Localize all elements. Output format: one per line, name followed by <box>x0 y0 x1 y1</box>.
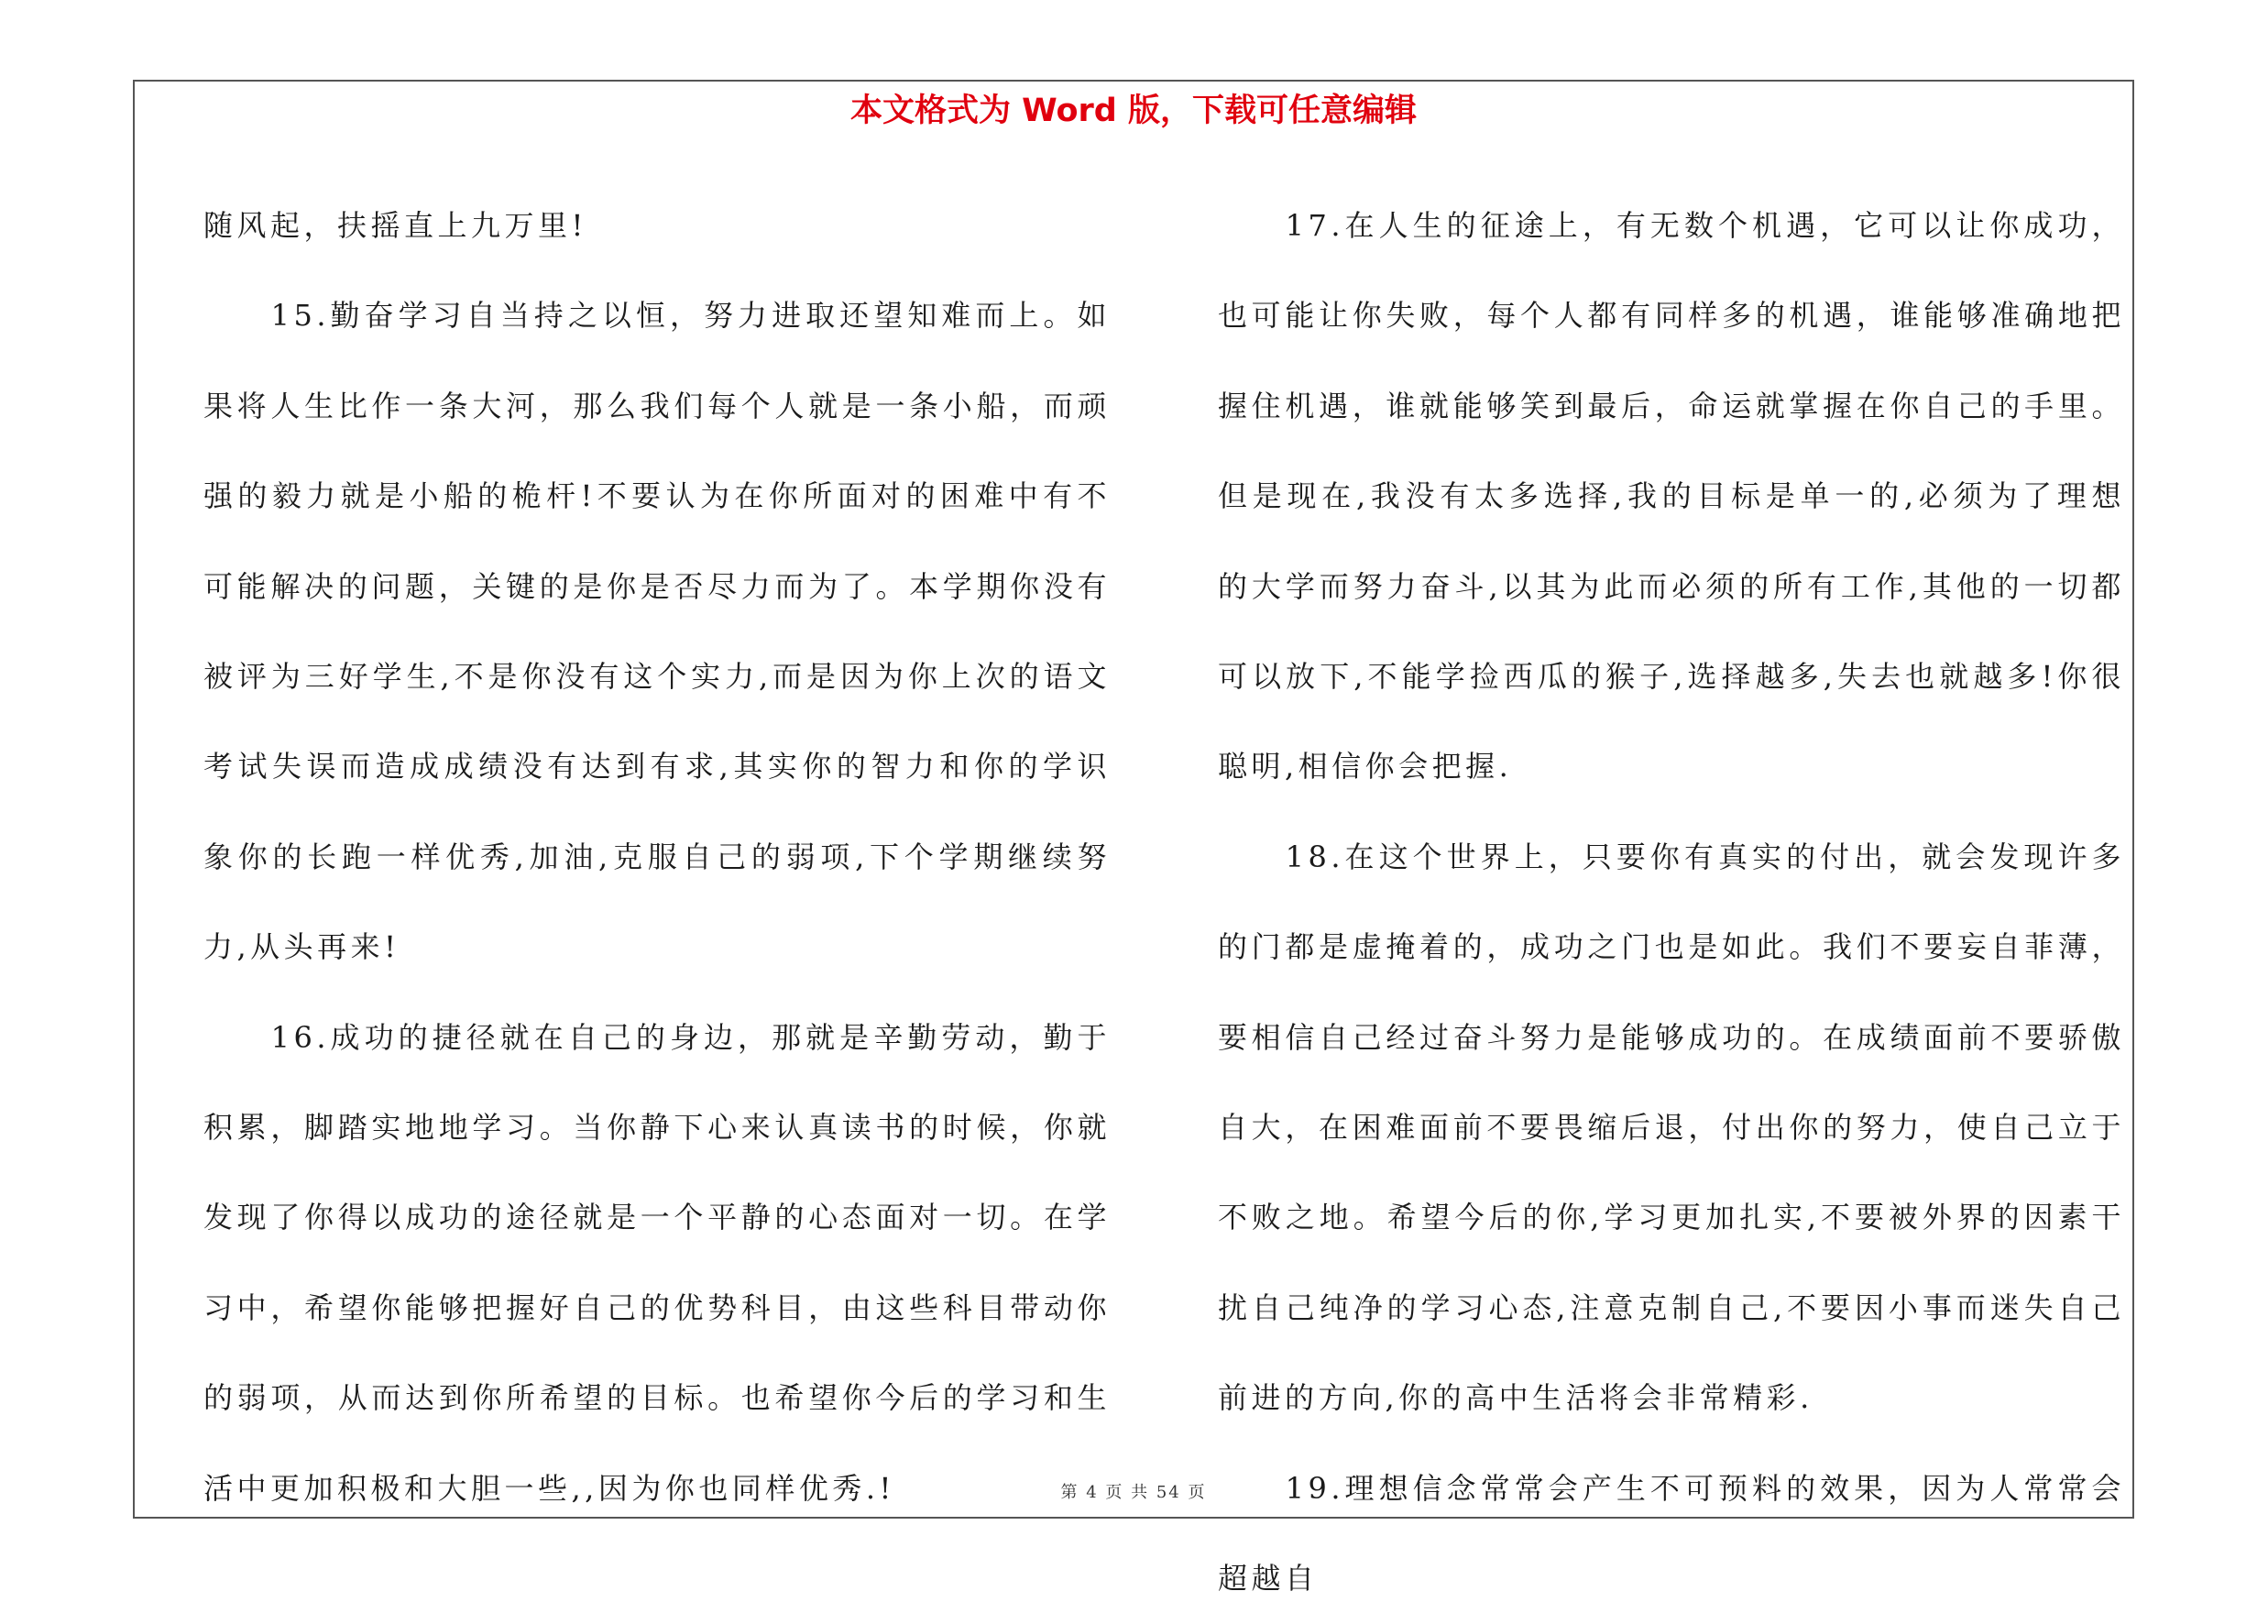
paragraph: 17.在人生的征途上，有无数个机遇，它可以让你成功，也可能让你失败，每个人都有同样多的机遇，谁能够准确地把握住机遇，谁就能够笑到最后，命运就掌握在你自己的手里。但是现在,我没有太多选择,我的目标是单一的,必须为了理想的大学而努力奋斗,以其为此而必须的所有工作,其他的一切都可以放下,不能学捡西瓜的猴子,选择越多,失去也就越多!你很聪明,相信你会把握. <box>1218 208 2125 785</box>
page-number-footer: 第 4 页 共 54 页 <box>1060 1483 1207 1502</box>
paragraph: 随风起，扶摇直上九万里! <box>203 208 587 243</box>
paragraph: 16.成功的捷径就在自己的身边，那就是辛勤劳动，勤于积累，脚踏实地地学习。当你静下心来认真读书的时候，你就发现了你得以成功的途径就是一个平静的心态面对一切。在学习中，希望你能够把握好自己的优势科目，由这些科目带动你的弱项，从而达到你所希望的目标。也希望你今后的学习和生活中更加积极和大胆一些,,因为你也同样优秀.! <box>203 1019 1111 1506</box>
page-frame <box>133 80 2134 1597</box>
paragraph: 15.勤奋学习自当持之以恒，努力进取还望知难而上。如果将人生比作一条大河，那么我们每个人就是一条小船，而顽强的毅力就是小船的桅杆!不要认为在你所面对的困难中有不可能解决的问题，关键的是你是否尽力而为了。本学期你没有被评为三好学生,不是你没有这个实力,而是因为你上次的语文考试失误而造成成绩没有达到有求,其实你的智力和你的学识象你的长跑一样优秀,加油,克服自己的弱项,下个学期继续努力,从头再来! <box>203 298 1111 965</box>
paragraph: 19.理想信念常常会产生不可预料的效果，因为人常常会超越自 <box>1218 1470 2125 1597</box>
word-format-banner: 本文格式为 Word 版，下载可任意编辑 <box>849 93 1418 129</box>
right-column <box>1218 181 2125 1624</box>
paragraph: 18.在这个世界上，只要你有真实的付出，就会发现许多的门都是虚掩着的，成功之门也是如此。我们不要妄自菲薄，要相信自己经过奋斗努力是能够成功的。在成绩面前不要骄傲自大，在困难面前不要畏缩后退，付出你的努力，使自己立于不败之地。希望今后的你,学习更加扎实,不要被外界的因素干扰自己纯净的学习心态,注意克制自己,不要因小事而迷失自己前进的方向,你的高中生活将会非常精彩. <box>1218 839 2125 1416</box>
left-column <box>203 181 1111 1533</box>
